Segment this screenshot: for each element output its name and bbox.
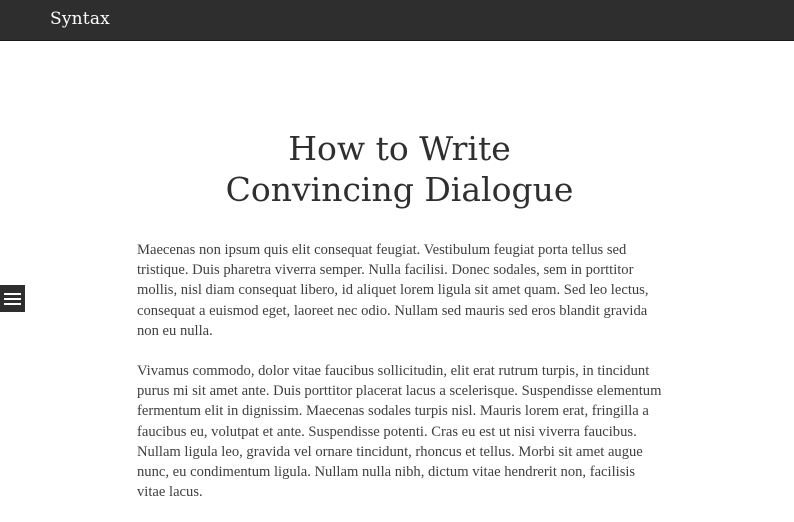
- hamburger-menu-icon-bar: [4, 303, 21, 305]
- article-paragraph: Maecenas non ipsum quis elit consequat feugiat. Vestibulum feugiat porta tellus sed tristique. Duis pharetra viverra semper. Nulla facilisi. Donec sodales, sem in porttitor mollis, nisl diam consequat libero, id aliquet lorem ligula sit amet quam. Sed leo lectus, consequat a euismod eget, laoreet nec odio. Nullam sed mauris sed eros blandit gravida non eu nulla.: [137, 242, 649, 339]
- article: [137, 128, 662, 522]
- article-title-line: Convincing Dialogue: [225, 170, 574, 209]
- top-navigation-bar: [0, 0, 794, 41]
- sidebar-menu-button[interactable]: [0, 285, 25, 312]
- hamburger-menu-icon: [4, 293, 21, 295]
- article-paragraph: Vivamus commodo, dolor vitae faucibus sollicitudin, elit erat rutrum turpis, in tincidunt purus mi sit amet ante. Duis porttitor placerat lacus a scelerisque. Suspendisse elementum fermentum elit in dignissim. Maecenas sodales turpis nisl. Mauris lorem erat, fringilla a faucibus eu, volutpat et ante. Suspendisse potenti. Cras eu est ut nisi viverra faucibus. Nullam ligula leo, gravida vel ornare tincidunt, rhoncus et tellus. Morbi sit amet augue nunc, eu condimentum ligula. Nullam nulla nibh, dictum vitae hendrerit non, facilisis vitae lacus.: [137, 363, 662, 501]
- hamburger-menu-icon-bar: [4, 298, 21, 300]
- article-title: [127, 128, 672, 210]
- article-title-line: How to Write: [288, 129, 511, 168]
- site-brand-link[interactable]: Syntax: [50, 9, 110, 29]
